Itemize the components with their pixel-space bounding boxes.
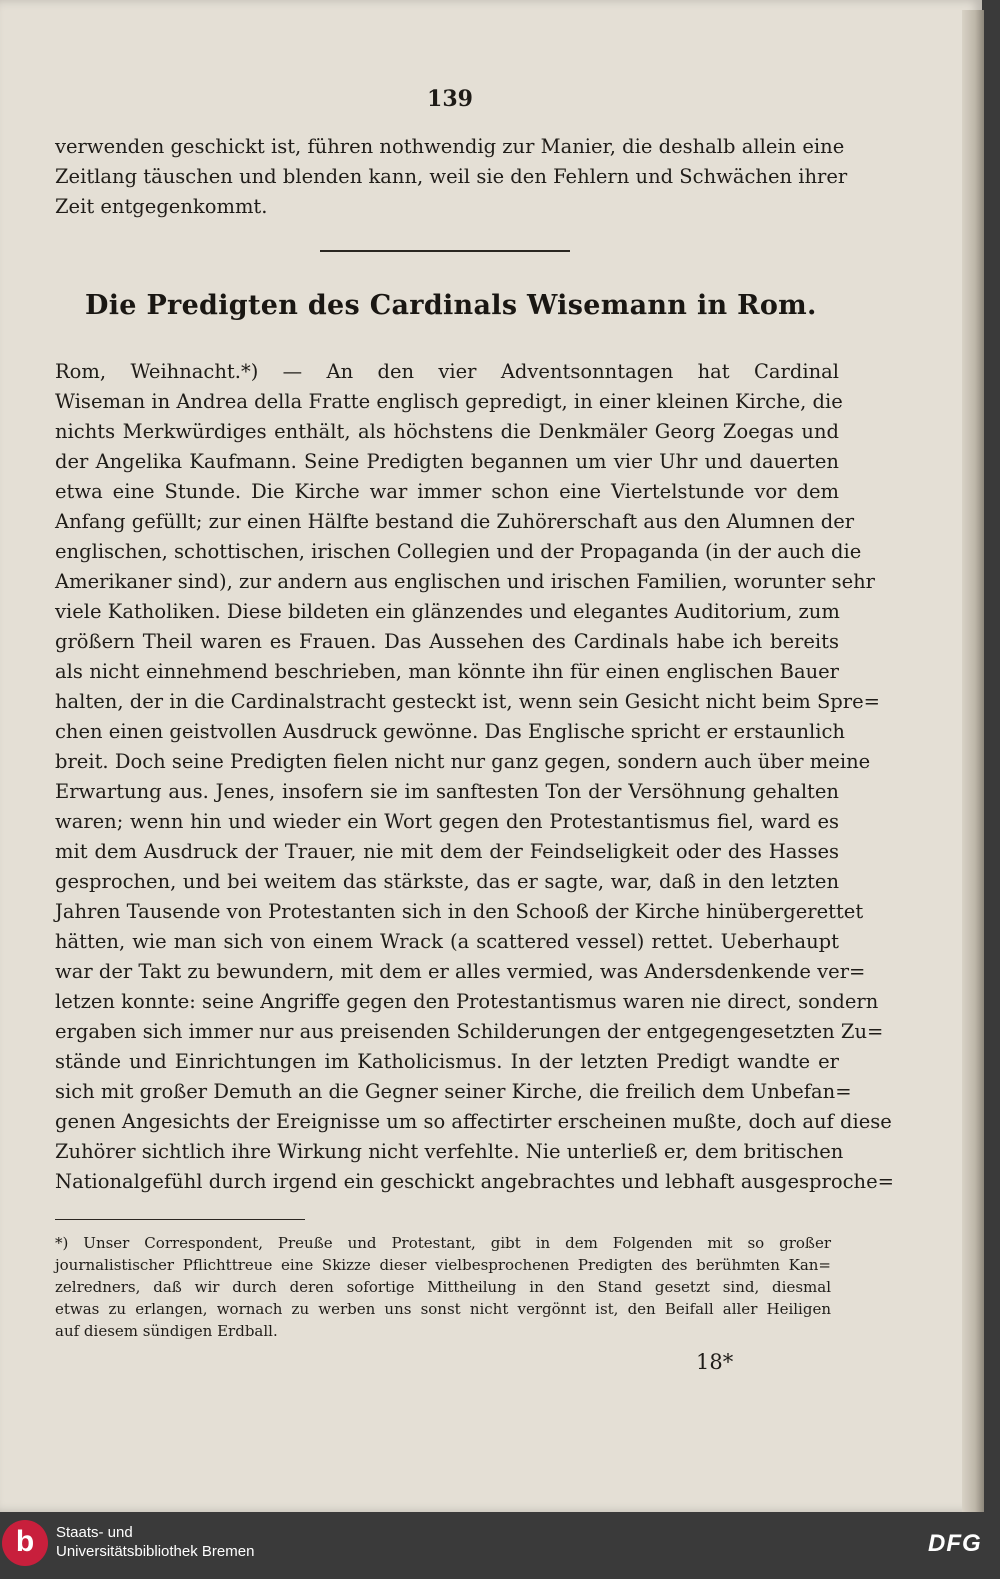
footnote-line: journalistischer Pflichttreue eine Skizze dieser vielbesprochenen Predigten des berühmten Kan= xyxy=(55,1256,831,1274)
text-line: gesprochen, und bei weitem das stärkste, das er sagte, war, daß in den letzten xyxy=(55,870,839,893)
text-line: viele Katholiken. Diese bildeten ein glänzendes und elegantes Auditorium, zum xyxy=(55,600,840,623)
footnote-line: auf diesem sündigen Erdball. xyxy=(55,1322,278,1340)
text-line: Zeit entgegenkommt. xyxy=(55,195,268,218)
footnote-divider xyxy=(55,1219,305,1220)
text-line: letzen konnte: seine Angriffe gegen den Protestantismus waren nie direct, sondern xyxy=(55,990,879,1013)
text-line: Rom, Weihnacht.*) — An den vier Adventsonntagen hat Cardinal xyxy=(55,360,839,383)
signature-mark: 18* xyxy=(696,1350,734,1374)
page-number: 139 xyxy=(427,86,473,112)
text-line: etwa eine Stunde. Die Kirche war immer schon eine Viertelstunde vor dem xyxy=(55,480,839,503)
text-line: breit. Doch seine Predigten fielen nicht nur ganz gegen, sondern auch über meine xyxy=(55,750,871,773)
text-line: Nationalgefühl durch irgend ein geschickt angebrachtes und lebhaft ausgesproche= xyxy=(55,1170,894,1193)
text-line: englischen, schottischen, irischen Collegien und der Propaganda (in der auch die xyxy=(55,540,862,563)
page-edge xyxy=(962,10,984,1512)
text-line: Erwartung aus. Jenes, insofern sie im sanftesten Ton der Versöhnung gehalten xyxy=(55,780,839,803)
dfg-logo-icon[interactable]: DFG xyxy=(928,1530,982,1557)
text-line: verwenden geschickt ist, führen nothwendig zur Manier, die deshalb allein eine xyxy=(55,135,845,158)
footnote-line: etwas zu erlangen, wornach zu werben uns sonst nicht vergönnt ist, den Beifall aller Heiligen xyxy=(55,1300,831,1318)
text-line: als nicht einnehmend beschrieben, man könnte ihn für einen englischen Bauer xyxy=(55,660,839,683)
section-divider xyxy=(320,250,570,252)
text-line: sich mit großer Demuth an die Gegner seiner Kirche, die freilich dem Unbefan= xyxy=(55,1080,852,1103)
footnote-line: zelredners, daß wir durch deren sofortige Mittheilung in den Stand gesetzt sind, diesmal xyxy=(55,1278,831,1296)
text-line: Jahren Tausende von Protestanten sich in den Schooß der Kirche hinübergerettet xyxy=(55,900,864,923)
text-line: Anfang gefüllt; zur einen Hälfte bestand die Zuhörerschaft aus den Alumnen der xyxy=(55,510,855,533)
library-name-line1: Staats- und xyxy=(56,1524,133,1541)
text-line: größern Theil waren es Frauen. Das Aussehen des Cardinals habe ich bereits xyxy=(55,630,839,653)
library-logo-icon[interactable]: b xyxy=(2,1520,48,1566)
text-line: mit dem Ausdruck der Trauer, nie mit dem der Feindseligkeit oder des Hasses xyxy=(55,840,839,863)
text-line: Zuhörer sichtlich ihre Wirkung nicht verfehlte. Nie unterließ er, dem britischen xyxy=(55,1140,844,1163)
article-heading: Die Predigten des Cardinals Wisemann in Rom. xyxy=(85,290,817,321)
text-line: hätten, wie man sich von einem Wrack (a scattered vessel) rettet. Ueberhaupt xyxy=(55,930,839,953)
text-line: ergaben sich immer nur aus preisenden Schilderungen der entgegengesetzten Zu= xyxy=(55,1020,884,1043)
text-line: stände und Einrichtungen im Katholicismus. In der letzten Predigt wandte er xyxy=(55,1050,839,1073)
library-name[interactable] xyxy=(56,1523,254,1561)
text-line: halten, der in die Cardinalstracht gesteckt ist, wenn sein Gesicht nicht beim Spre= xyxy=(55,690,880,713)
text-line: war der Takt zu bewundern, mit dem er alles vermied, was Andersdenkende ver= xyxy=(55,960,866,983)
text-line: Wiseman in Andrea della Fratte englisch gepredigt, in einer kleinen Kirche, die xyxy=(55,390,843,413)
text-line: Amerikaner sind), zur andern aus englischen und irischen Familien, worunter sehr xyxy=(55,570,875,593)
text-line: der Angelika Kaufmann. Seine Predigten begannen um vier Uhr und dauerten xyxy=(55,450,839,473)
library-name-line2: Universitätsbibliothek Bremen xyxy=(56,1543,255,1560)
text-line: chen einen geistvollen Ausdruck gewönne. Das Englische spricht er erstaunlich xyxy=(55,720,845,743)
footnote-line: *) Unser Correspondent, Preuße und Protestant, gibt in dem Folgenden mit so großer xyxy=(55,1234,831,1252)
text-line: Zeitlang täuschen und blenden kann, weil sie den Fehlern und Schwächen ihrer xyxy=(55,165,848,188)
text-line: waren; wenn hin und wieder ein Wort gegen den Protestantismus fiel, ward es xyxy=(55,810,839,833)
text-line: genen Angesichts der Ereignisse um so affectirter erscheinen mußte, doch auf diese xyxy=(55,1110,892,1133)
text-line: nichts Merkwürdiges enthält, als höchstens die Denkmäler Georg Zoegas und xyxy=(55,420,839,443)
